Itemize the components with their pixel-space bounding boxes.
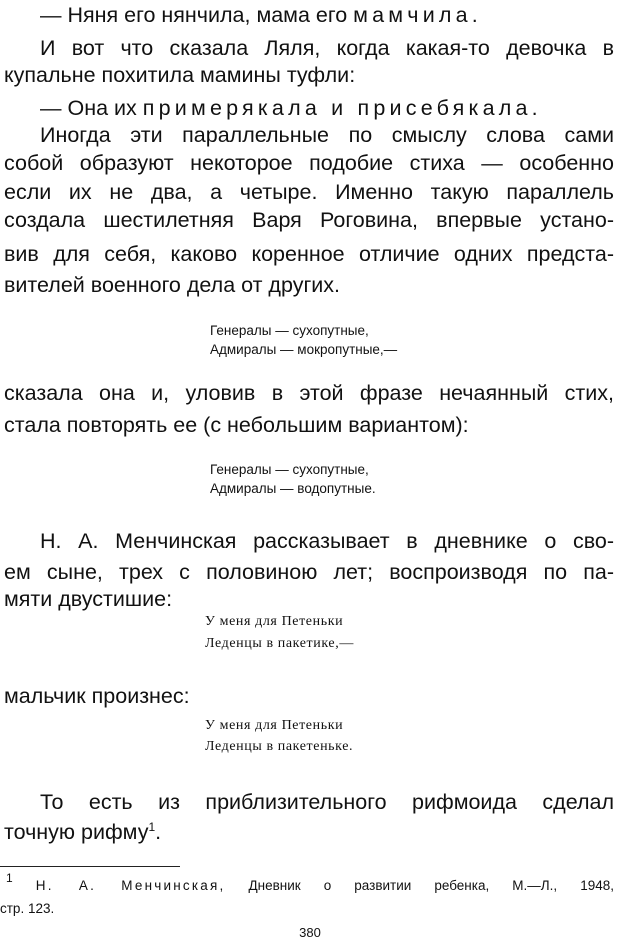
verse-line: Леденцы в пакетеньке. bbox=[205, 739, 354, 754]
spaced-word: мамчила. bbox=[353, 3, 482, 27]
verse-line: У меня для Петеньки bbox=[205, 614, 344, 629]
verse-line: У меня для Петеньки bbox=[205, 718, 344, 733]
body-line: стала повторять ее (с небольшим вариантом): bbox=[4, 413, 469, 437]
body-line: И вот что сказала Ляля, когда какая-то девочка в bbox=[40, 36, 614, 60]
text: . bbox=[155, 820, 162, 844]
page-number: 380 bbox=[299, 925, 321, 940]
body-line: Иногда эти параллельные по смыслу слова сами bbox=[40, 123, 614, 147]
body-line: Н. А. Менчинская рассказывает в дневнике о сво- bbox=[40, 529, 614, 553]
body-line: купальне похитила мамины туфли: bbox=[4, 63, 356, 87]
verse-line: Леденцы в пакетике,— bbox=[205, 636, 354, 651]
body-line bbox=[4, 818, 161, 846]
footnote-author: Н. А. Менчинская, bbox=[35, 878, 226, 893]
body-line: собой образуют некоторое подобие стиха — особенно bbox=[4, 151, 614, 175]
body-line: мяти двустишие: bbox=[4, 587, 173, 611]
footnote-mark: 1 bbox=[6, 871, 13, 885]
spaced-word: примерякала и присебякала. bbox=[142, 96, 542, 120]
footnote bbox=[6, 871, 614, 896]
footnote-line: стр. 123. bbox=[0, 901, 55, 916]
text: — Она их bbox=[40, 96, 137, 120]
footnote-divider bbox=[0, 866, 180, 867]
body-line: если их не два, а четыре. Именно такую параллель bbox=[4, 180, 614, 204]
body-line: То есть из приблизительного рифмоида сделал bbox=[40, 790, 614, 814]
body-line: сказала она и, уловив в этой фразе нечаянный стих, bbox=[4, 381, 614, 405]
verse-line: Генералы — сухопутные, bbox=[210, 323, 369, 338]
verse-line: Адмиралы — мокропутные,— bbox=[210, 342, 398, 357]
verse-line: Адмиралы — водопутные. bbox=[210, 481, 376, 496]
body-line: создала шестилетняя Варя Роговина, впервые устано- bbox=[4, 208, 614, 232]
text: — Няня его нянчила, мама его bbox=[40, 3, 348, 27]
footnote-text: Дневник о развитии ребенка, М.—Л., 1948, bbox=[248, 878, 614, 893]
body-line: ем сыне, трех с половиною лет; воспроизводя по па- bbox=[4, 560, 614, 584]
body-line: вителей военного дела от других. bbox=[4, 273, 341, 297]
text: точную рифму bbox=[4, 820, 149, 844]
body-line: мальчик произнес: bbox=[4, 684, 190, 708]
body-line bbox=[40, 94, 542, 122]
body-line bbox=[40, 1, 482, 29]
body-line: вив для себя, каково коренное отличие одних предста- bbox=[4, 242, 614, 266]
footnote-reference: 1 bbox=[148, 820, 156, 834]
verse-line: Генералы — сухопутные, bbox=[210, 462, 369, 477]
